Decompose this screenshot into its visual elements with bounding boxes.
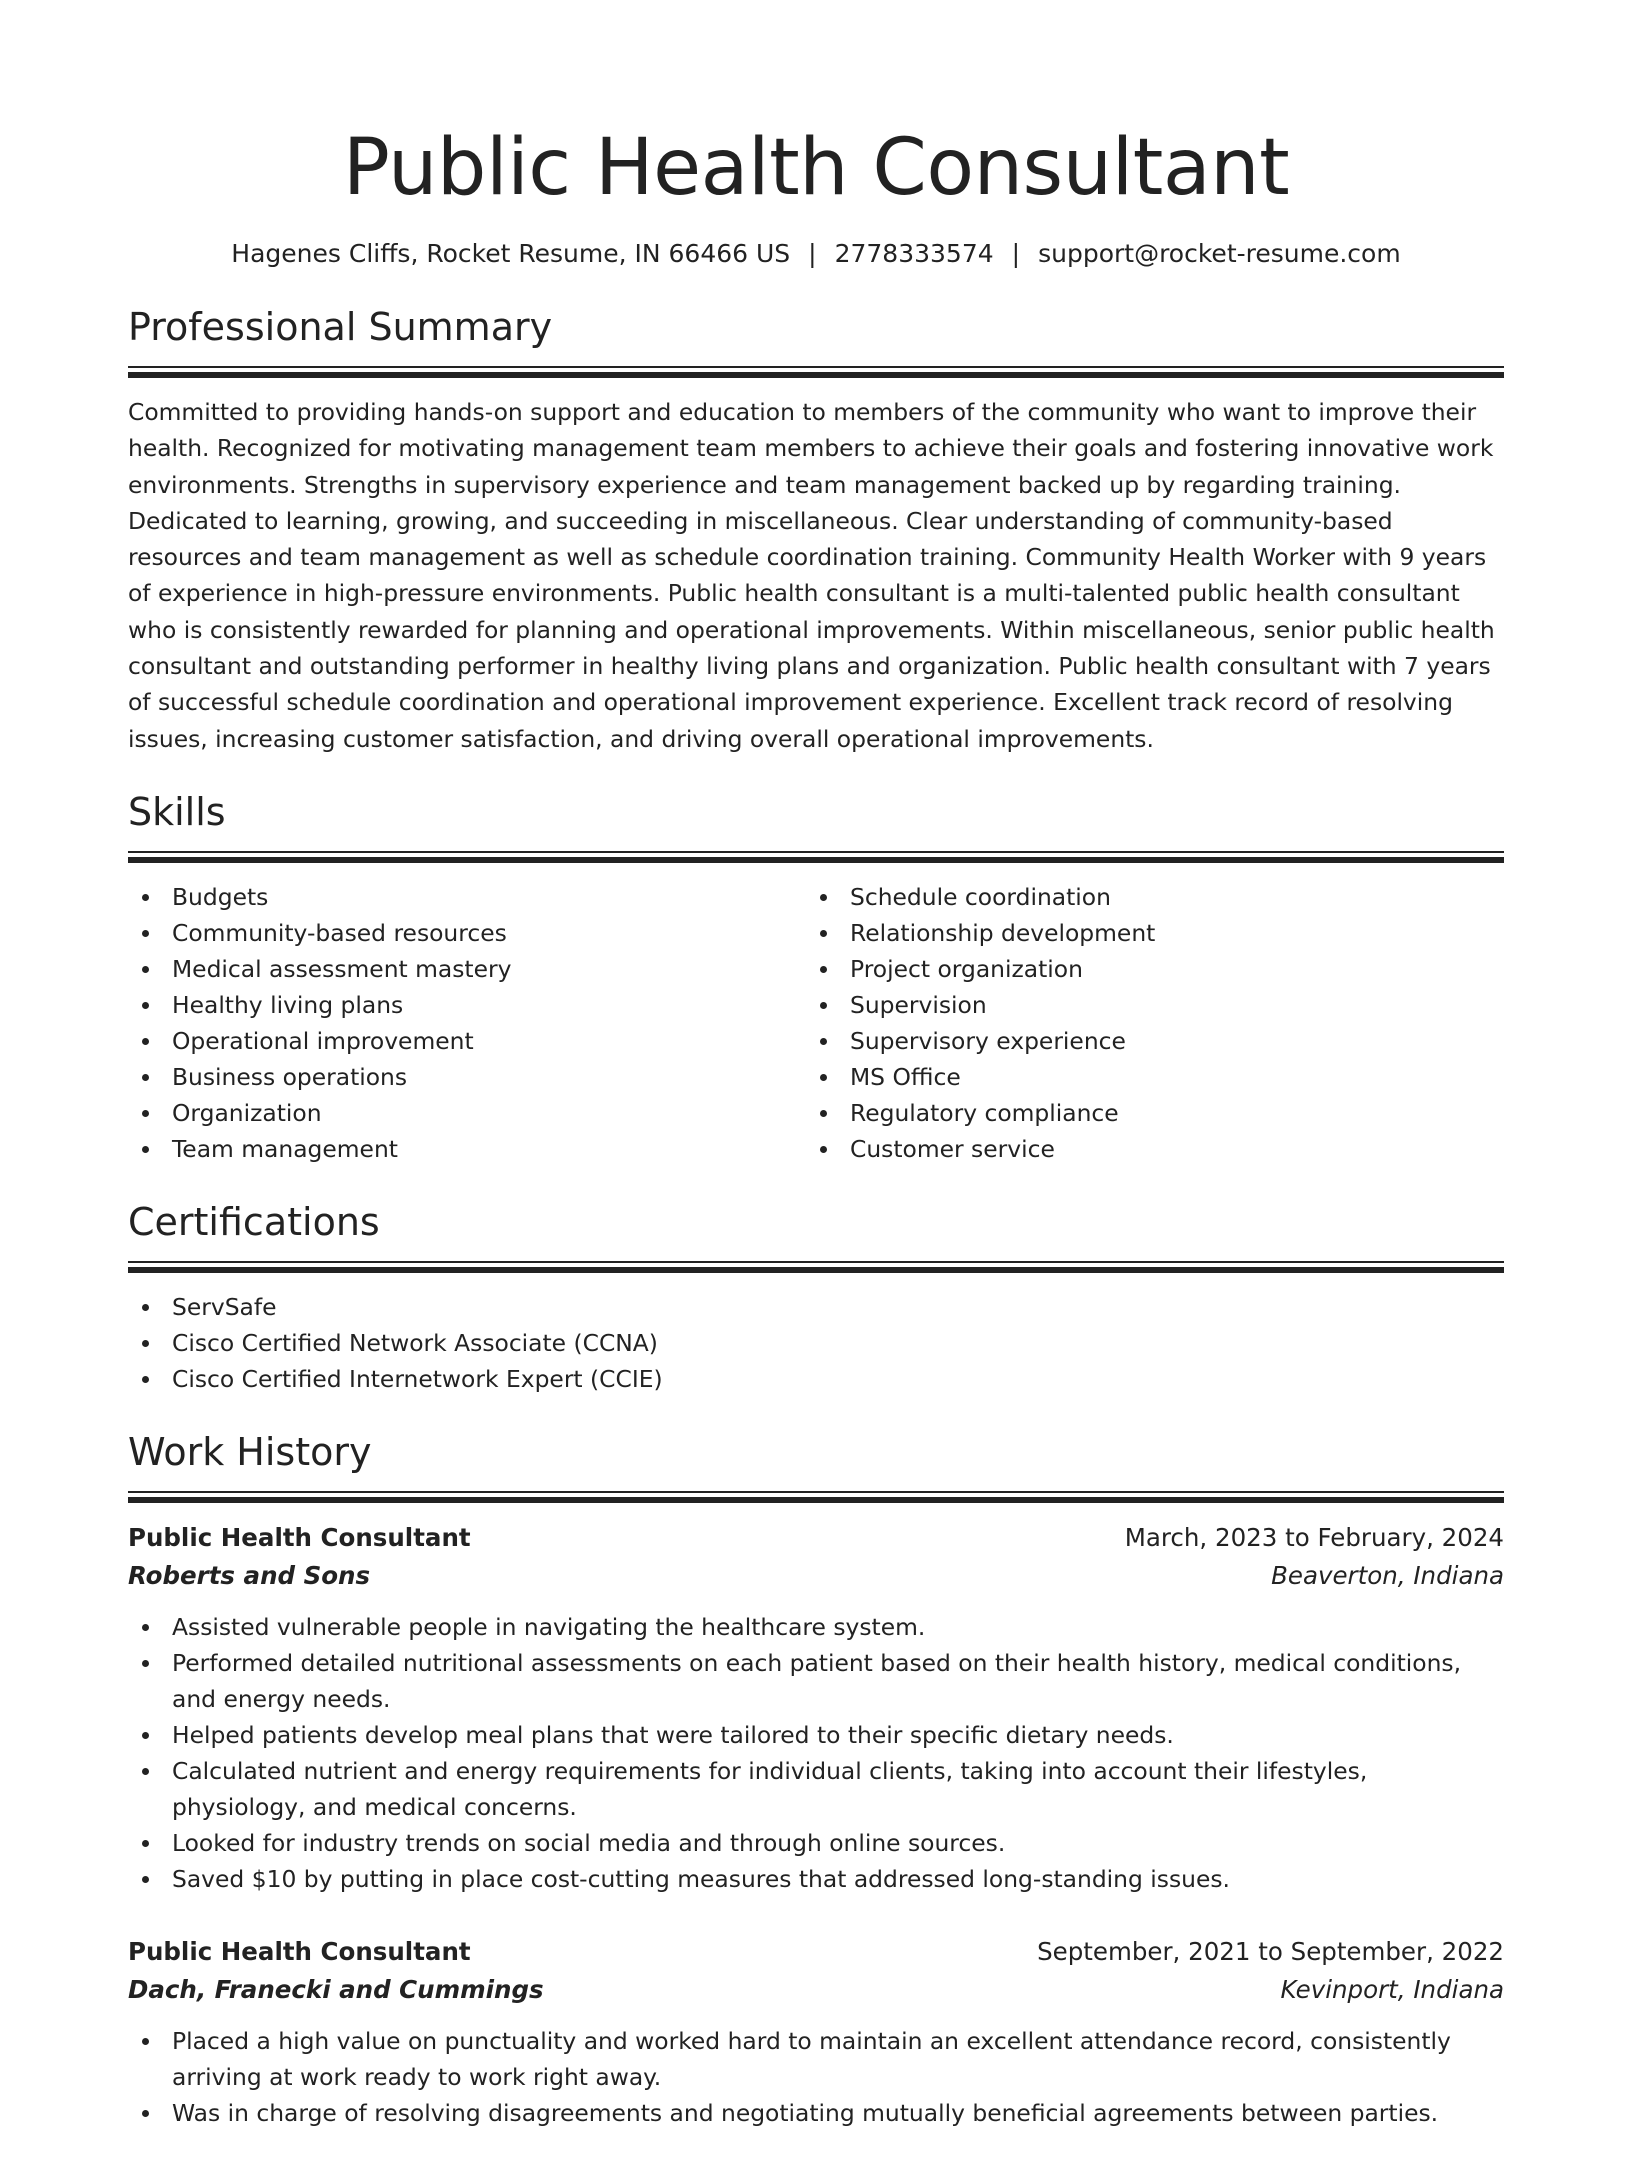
certification-item: ServSafe (128, 1289, 1504, 1325)
section-divider (128, 1491, 1504, 1503)
job-title: Public Health Consultant (128, 1936, 471, 1966)
certifications-list (128, 1289, 1504, 1397)
work-history-heading: Work History (128, 1429, 372, 1474)
skills-right-list (806, 879, 1484, 1167)
skill-item: Budgets (128, 879, 806, 915)
contact-separator: | (1011, 239, 1021, 268)
work-history-section (128, 1427, 1504, 2131)
certifications-section (128, 1197, 1504, 1397)
summary-text: Committed to providing hands-on support and education to members of the community who want to improve their health. Recognized for motivating management team members to achieve their goals and fostering innovative work environments. Strengths in supervisory experience and team management backed up by regarding training. Dedicated to learning, growing, and succeeding in miscellaneous. Clear understanding of community-based resources and team management as well as schedule coordination training. Community Health Worker with 9 years of experience in high-pressure environments. Public health consultant is a multi-talented public health consultant who is consistently rewarded for planning and operational improvements. Within miscellaneous, senior public health consultant and outstanding performer in healthy living plans and organization. Public health consultant with 7 years of successful schedule coordination and operational improvement experience. Excellent track record of resolving issues, increasing customer satisfaction, and driving overall operational improvements. (128, 398, 1495, 753)
certification-item: Cisco Certified Internetwork Expert (CCIE) (128, 1361, 1504, 1397)
summary-section (128, 302, 1504, 757)
job-dates: September, 2021 to September, 2022 (1037, 1936, 1504, 1966)
contact-line (128, 236, 1504, 272)
skill-item: Organization (128, 1095, 806, 1131)
skill-item: Team management (128, 1131, 806, 1167)
skill-item: MS Office (806, 1059, 1484, 1095)
contact-phone: 2778333574 (834, 239, 994, 268)
job-bullet: Placed a high value on punctuality and worked hard to maintain an excellent attendance record, consistently arriving at work ready to work right away. (128, 2023, 1504, 2095)
job-bullet: Looked for industry trends on social media and through online sources. (128, 1825, 1504, 1861)
job-location: Beaverton, Indiana (1271, 1560, 1504, 1590)
certification-item: Cisco Certified Network Associate (CCNA) (128, 1325, 1504, 1361)
section-divider (128, 851, 1504, 863)
job-bullet: Saved $10 by putting in place cost-cutting measures that addressed long-standing issues. (128, 1861, 1504, 1897)
skill-item: Project organization (806, 951, 1484, 987)
skills-section (128, 787, 1504, 1167)
skill-item: Medical assessment mastery (128, 951, 806, 987)
job-company: Dach, Franecki and Cummings (128, 1974, 544, 2004)
job-bullets (128, 2023, 1504, 2131)
skills-heading: Skills (128, 789, 226, 834)
skill-item: Relationship development (806, 915, 1484, 951)
job-location: Kevinport, Indiana (1280, 1974, 1504, 2004)
skill-item: Customer service (806, 1131, 1484, 1167)
job-entry (128, 1519, 1504, 1897)
contact-email: support@rocket-resume.com (1038, 239, 1401, 268)
job-bullet: Performed detailed nutritional assessments on each patient based on their health history, medical conditions, and energy needs. (128, 1645, 1504, 1717)
skill-item: Business operations (128, 1059, 806, 1095)
job-bullets (128, 1609, 1504, 1897)
skills-grid (128, 879, 1504, 1167)
summary-heading: Professional Summary (128, 305, 553, 349)
page-title: Public Health Consultant (342, 123, 1290, 213)
job-header-row (128, 1519, 1504, 1557)
job-dates: March, 2023 to February, 2024 (1124, 1522, 1504, 1552)
job-title: Public Health Consultant (128, 1522, 471, 1552)
job-bullet: Calculated nutrient and energy requirements for individual clients, taking into account their lifestyles, physiology, and medical concerns. (128, 1753, 1504, 1825)
skill-item: Community-based resources (128, 915, 806, 951)
job-bullet: Helped patients develop meal plans that were tailored to their specific dietary needs. (128, 1717, 1504, 1753)
job-company: Roberts and Sons (128, 1560, 371, 1590)
skill-item: Schedule coordination (806, 879, 1484, 915)
section-divider (128, 366, 1504, 378)
job-entry (128, 1933, 1504, 2131)
skill-item: Operational improvement (128, 1023, 806, 1059)
job-bullet: Assisted vulnerable people in navigating the healthcare system. (128, 1609, 1504, 1645)
section-divider (128, 1261, 1504, 1273)
job-header-row (128, 1933, 1504, 1971)
skills-left-list (128, 879, 806, 1167)
skill-item: Healthy living plans (128, 987, 806, 1023)
job-bullet: Was in charge of resolving disagreements and negotiating mutually beneficial agreements between parties. (128, 2095, 1504, 2131)
job-company-row (128, 1971, 1504, 2009)
certifications-heading: Certifications (128, 1199, 380, 1244)
contact-separator: | (808, 239, 817, 268)
resume-page (128, 0, 1504, 2167)
contact-address: Hagenes Cliffs, Rocket Resume, IN 66466 US (231, 239, 791, 268)
skill-item: Supervision (806, 987, 1484, 1023)
job-company-row (128, 1557, 1504, 1595)
skill-item: Supervisory experience (806, 1023, 1484, 1059)
skill-item: Regulatory compliance (806, 1095, 1484, 1131)
